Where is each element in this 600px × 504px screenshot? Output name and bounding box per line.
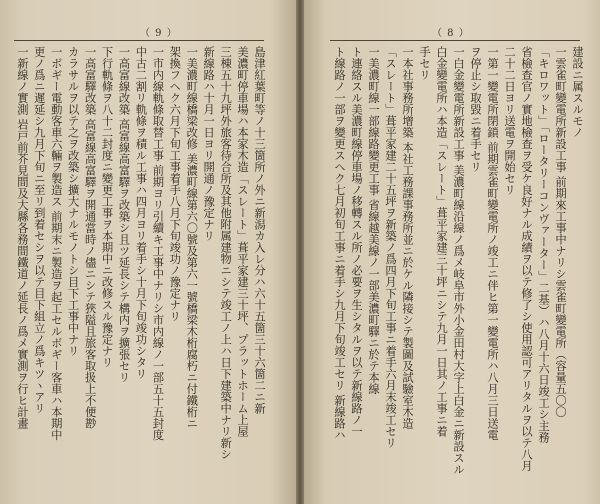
right-text-column: 「キロワット」「ロータリーコンヴァーター」二基）ハ八月十六日竣工シ主務 bbox=[537, 46, 550, 443]
left-text-column: カラサルヲ以テ之ヲ改築シ擴大ナルモノトシ目下工事中ナリ bbox=[66, 46, 80, 357]
left-text-column: 新線路ハ十月一日ヨリ開通ノ豫定ナリ bbox=[202, 46, 216, 242]
left-text-column: 一高富線改築 高富線高富驛ヲ改築シ且ツ延長シテ構内ヲ擴張セリ bbox=[117, 46, 131, 384]
right-page-text bbox=[330, 46, 586, 500]
right-page bbox=[304, 0, 600, 504]
right-text-column: 一美濃町線一部線路變更工事 省線越美線ノ一部美濃町驛ニ於テ本線 bbox=[367, 46, 380, 395]
right-page-number: （ 8 ） bbox=[432, 28, 470, 39]
left-text-column: 三棟五十九坪外旅客待合所及其他附属建物ニシテ竣工ノ上ハ日下建築中ナリ新シ bbox=[219, 46, 233, 460]
left-text-column: 一新線ノ實測 岩戸前芥見間及大縣各務間鐵道ノ延長ノ爲メ實測ヲ行ヒ計畫 bbox=[15, 46, 29, 430]
left-page-number: （ 9 ） bbox=[140, 28, 178, 39]
right-text-column: ト連絡スル美濃町線停車場ノ移轉スル所ノ必要ヲ生シタルヲ以テ新線路ノ一 bbox=[350, 46, 363, 437]
left-text-column: 一ボギー電動客車六輛ヲ製造ス 前期末ニ製造ヲ起工セルボギー客車ハ本期中 bbox=[49, 46, 63, 441]
left-page bbox=[0, 0, 296, 504]
section-heading: 建設ニ属スルモノ bbox=[571, 46, 584, 138]
right-text-column: 「スレート」葺平家建二十五坪ヲ新築ノ爲四月下旬工事ニ着手六月末竣工セリ bbox=[384, 46, 397, 449]
right-text-column: 一雲雀町變電所新設工事 前期來工事中ナリシ雲雀町變電所（容量五〇〇 bbox=[554, 46, 567, 418]
right-text-column: 二十二日ヨリ送電ヲ開始セリ bbox=[503, 46, 516, 196]
left-text-column: 島津紅葉町等ノ十三箇所ノ外ニ新潟カ入レ分ハ六十五箇三十六箇二ニ新 bbox=[253, 46, 266, 414]
left-text-column: 下行軌條ヲ八十二封度ニ變更工事ヲ本期中ニ改修スル豫定ナリ bbox=[100, 46, 114, 368]
right-text-column: 白金變電所ハ本造「スレート」葺平家建三十坪ニシテ九月一日其ノ工事ニ着 bbox=[435, 46, 448, 437]
book-gutter bbox=[296, 0, 304, 504]
left-text-column: 架換フヘク六月下旬工事着手八月下旬竣功ノ豫定ナリ bbox=[168, 46, 182, 322]
right-text-column: ヲ停止シ取毀ニ着手セリ bbox=[469, 46, 482, 173]
right-text-column: 一本社事務所增築 本社工務課事務所並ニ於ケル隣接シテ製圖及試驗室木造 bbox=[401, 46, 414, 430]
left-header-rule bbox=[14, 40, 264, 41]
left-text-column: 美濃町停車場ハ本家木造「スレート」葺平家建三十坪、プラットホーム上屋 bbox=[236, 46, 250, 437]
left-text-column: 一美濃町線橋梁改修 美濃町線第六〇號及第六一號橋梁木桁腐朽ニ付鐵桁ニ bbox=[185, 46, 199, 430]
left-page-text bbox=[14, 46, 268, 500]
left-text-column: 一高富驛改築 高富線高富驛ヲ開通當時ノ儘ニシテ狹隘且旅客取扱上不便尠 bbox=[83, 46, 97, 430]
right-text-column: 一白金變電所新設工事 美濃町線沿線ノ爲メ岐阜市外小金田村大字上白金ニ新設スル bbox=[452, 46, 465, 476]
left-text-column: 中古二割リ軌條ヲ積ル工事ハ四月ヨリ着手シ十月下旬竣功シタリ bbox=[134, 46, 148, 380]
right-text-column: 一第一變電所閉鎖 前期雲雀町變電所ノ竣工ニ伴ヒ第一變電所ハ八月三日送電 bbox=[486, 46, 499, 441]
right-header-rule bbox=[330, 40, 580, 41]
left-text-column: 一市内線軌條取替工事 前期ヨリ引續キ工事中ナリシ市内線ノ一部五十五封度 bbox=[151, 46, 165, 441]
left-text-column: 更ノ爲ニ遲延シ九月下旬ニ至リ到着セシヲ以テ目下組立ノ爲キツヽアリ bbox=[32, 46, 46, 414]
right-text-column: 手セリ bbox=[418, 46, 431, 81]
right-text-column: 省檢查官ノ實地檢查ヲ受ケ良好ナル成績ヲ以テ修了シ使用認可アリタルヲ以テ八月 bbox=[520, 46, 533, 472]
right-text-column: ト線路ノ一部ヲ變更スヘク七月初旬工事ニ着手シ九月下旬竣工セリ 新線路ハ bbox=[333, 46, 346, 441]
